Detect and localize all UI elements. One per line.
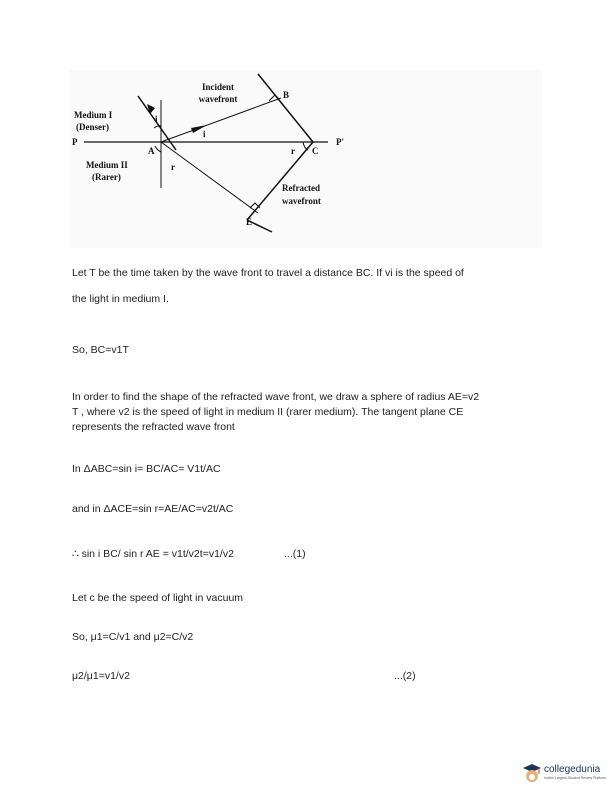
refraction-diagram bbox=[0, 0, 612, 250]
paragraph-9-text: μ2/μ1=v1/v2 bbox=[72, 670, 130, 682]
paragraph-4: In ΔABC=sin i= BC/AC= V1t/AC bbox=[72, 463, 221, 475]
angle-i-label-1: i bbox=[155, 114, 158, 124]
refracted-label-2: wavefront bbox=[282, 196, 321, 206]
medium2-label-1: Medium II bbox=[86, 160, 128, 170]
point-B-label: B bbox=[283, 90, 290, 100]
paragraph-1-line-1: Let T be the time taken by the wave front to travel a distance BC. If vi is the speed of bbox=[72, 267, 464, 279]
refracted-label-1: Refracted bbox=[282, 183, 320, 193]
angle-r-label-1: r bbox=[171, 162, 175, 172]
incident-label-2: wavefront bbox=[198, 94, 238, 104]
point-A-label: A bbox=[148, 146, 155, 156]
paragraph-1-line-2: the light in medium I. bbox=[72, 293, 169, 305]
paragraph-3-line-2: T , where v2 is the speed of light in medium II (rarer medium). The tangent plane CE bbox=[72, 406, 464, 418]
paragraph-3-line-1: In order to find the shape of the refracted wave front, we draw a sphere of radius AE=v2 bbox=[72, 391, 480, 403]
equation-ref-2: ...(2) bbox=[394, 670, 416, 682]
logo-tagline: India's Largest Student Review Platform bbox=[544, 776, 607, 780]
equation-ref-1: ...(1) bbox=[284, 548, 306, 560]
paragraph-8: So, μ1=C/v1 and μ2=C/v2 bbox=[72, 631, 194, 643]
paragraph-3-line-3: represents the refracted wave front bbox=[72, 421, 235, 433]
incident-label-1: Incident bbox=[201, 82, 235, 92]
point-P-label: P bbox=[72, 137, 78, 147]
point-P-prime-label: P' bbox=[336, 137, 344, 147]
paragraph-5: and in ΔACE=sin r=AE/AC=v2t/AC bbox=[72, 503, 234, 515]
logo-text: collegedunia bbox=[544, 764, 601, 775]
diagram-background bbox=[70, 70, 542, 248]
point-E-label: E bbox=[246, 217, 253, 227]
collegedunia-logo[interactable] bbox=[522, 760, 612, 786]
medium2-label-2: (Rarer) bbox=[92, 172, 121, 182]
medium1-label-2: (Denser) bbox=[76, 122, 109, 132]
point-C-label: C bbox=[312, 146, 319, 156]
paragraph-6-text: ∴ sin i BC/ sin r AE = v1t/v2t=v1/v2 bbox=[72, 548, 234, 560]
angle-i-label-2: i bbox=[203, 129, 206, 139]
paragraph-2: So, BC=v1T bbox=[72, 344, 129, 356]
graduation-cap-icon bbox=[522, 762, 542, 784]
paragraph-7: Let c be the speed of light in vacuum bbox=[72, 592, 244, 604]
angle-r-label-2: r bbox=[291, 146, 295, 156]
medium1-label-1: Medium I bbox=[74, 110, 113, 120]
